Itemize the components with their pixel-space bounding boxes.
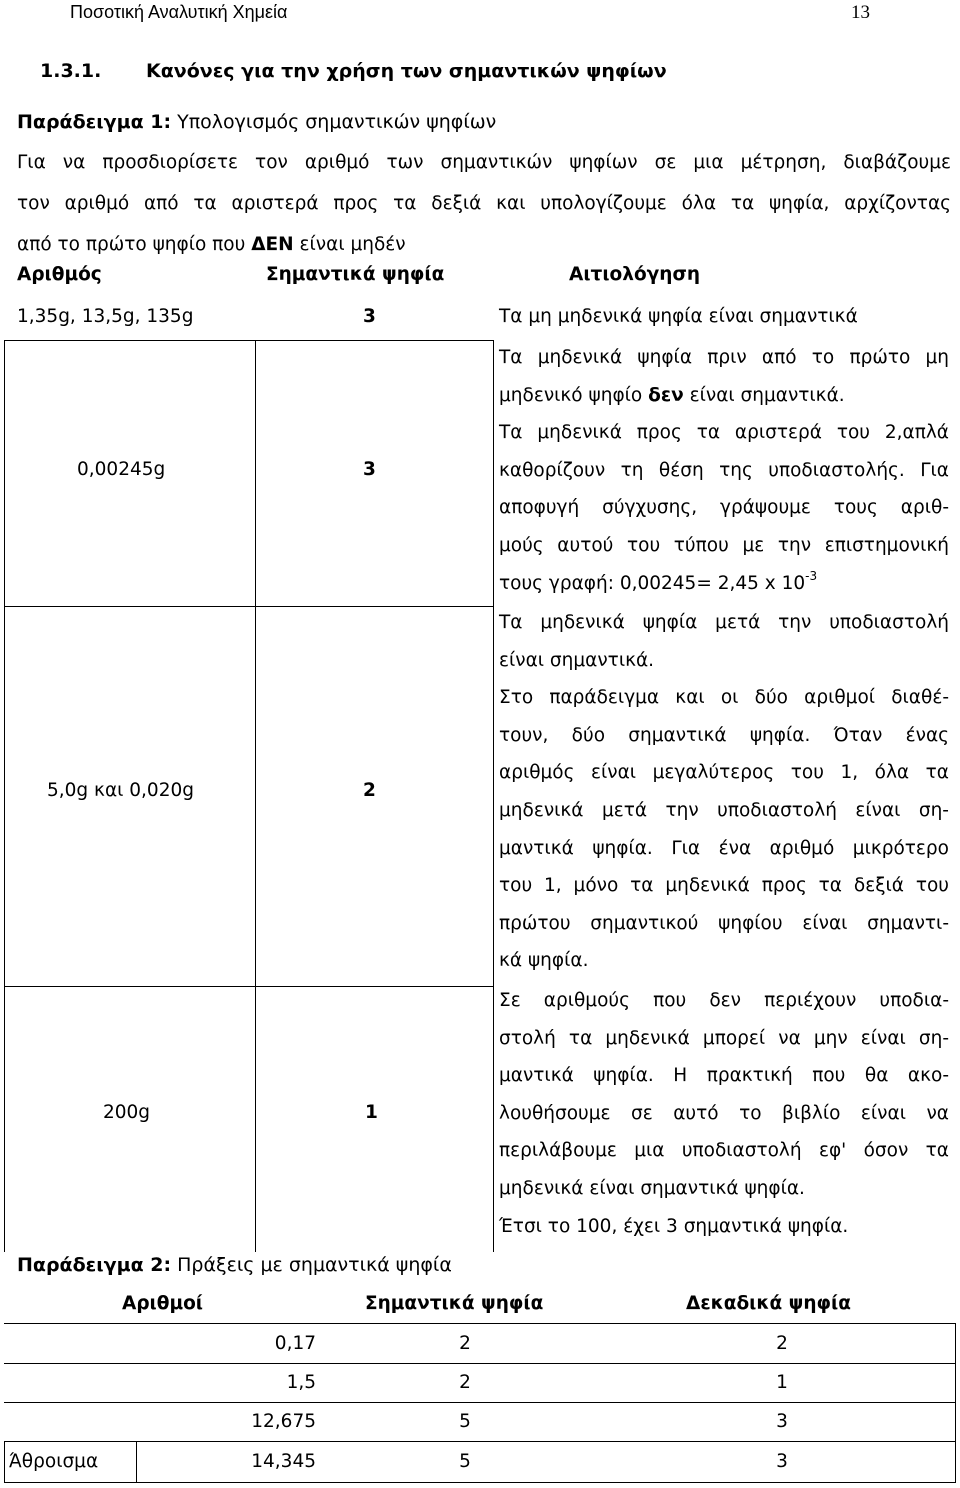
section-number: 1.3.1. <box>40 60 102 82</box>
table2-row1-dec: 2 <box>776 1333 788 1354</box>
explanation-line: Σε αριθμούς που δεν περιέχουν υποδια- <box>499 990 949 1011</box>
explanation-line: τουν, δύο σημαντικά ψηφία. Όταν ένας <box>499 724 949 746</box>
explanation-line: στολή τα μηδενικά μπορεί να μην είναι ση- <box>499 1027 949 1049</box>
table-rule <box>4 1482 956 1483</box>
explanation-line: μαντικά ψηφία. Η πρακτική που θα ακο- <box>499 1065 949 1087</box>
table1-row4-number: 200g <box>103 1102 151 1123</box>
table2-row3-dec: 3 <box>776 1411 788 1432</box>
explanation-line: μηδενικά μετά την υποδιαστολή είναι ση- <box>499 799 949 821</box>
table2-row1-sig: 2 <box>459 1333 471 1354</box>
intro-line: τον αριθμό από τα αριστερά προς τα δεξιά και υπολογίζουμε όλα τα ψηφία, αρχίζοντας <box>17 193 951 214</box>
table1-row1-digits: 3 <box>363 306 376 327</box>
explanation-emphasis: δεν <box>648 384 684 406</box>
page-number: 13 <box>851 2 870 23</box>
explanation-line: κά ψηφία. <box>499 950 589 972</box>
table1-row2-number: 0,00245g <box>77 459 166 480</box>
explanation-line: λουθήσουμε σε αυτό το βιβλίο είναι να <box>499 1102 949 1124</box>
section-heading <box>40 60 667 82</box>
intro-line: Για να προσδιορίσετε τον αριθμό των σημαντικών ψηφίων σε μια μέτρηση, διαβάζουμε <box>17 152 951 173</box>
table2-header-decimal: Δεκαδικά ψηφία <box>686 1293 851 1314</box>
table2-row2-dec: 1 <box>776 1372 788 1393</box>
table-rule <box>136 1441 137 1482</box>
table1-header-digits: Σημαντικά ψηφία <box>266 264 445 285</box>
explanation-text: τους γραφή: 0,00245= 2,45 x 10 <box>499 572 806 594</box>
example1-label: Παράδειγμα 1: <box>17 111 172 133</box>
table-rule <box>493 340 494 1252</box>
intro-emphasis: ΔΕΝ <box>251 234 294 255</box>
running-header-title: Ποσοτική Αναλυτική Χημεία <box>70 2 288 22</box>
table2-row1-number: 0,17 <box>274 1333 316 1354</box>
exponent: -3 <box>805 568 818 583</box>
explanation-line: Έτσι το 100, έχει 3 σημαντικά ψηφία. <box>499 1215 849 1237</box>
example1-title <box>17 111 496 133</box>
explanation-line: είναι σημαντικά. <box>499 649 655 671</box>
table-rule <box>4 606 494 607</box>
table1-row4-explanation <box>499 982 949 1245</box>
table-rule <box>955 1323 956 1482</box>
table2-sum-number: 14,345 <box>251 1451 316 1472</box>
table-rule <box>4 1323 956 1324</box>
table-rule <box>4 986 494 987</box>
table-rule <box>255 340 256 1252</box>
explanation-line: Τα μηδενικά ψηφία μετά την υποδιαστολή <box>499 612 949 633</box>
explanation-line: Στο παράδειγμα και οι δύο αριθμοί διαθέ- <box>499 687 949 709</box>
table1-row1-number: 1,35g, 13,5g, 135g <box>17 306 194 327</box>
example1-subtitle: Υπολογισμός σημαντικών ψηφίων <box>177 111 497 133</box>
intro-text: από το πρώτο ψηφίο που <box>17 234 252 255</box>
section-title: Κανόνες για την χρήση των σημαντικών ψηφίων <box>146 60 667 82</box>
table-rule <box>4 1441 956 1442</box>
table-rule <box>4 340 494 341</box>
intro-text: είναι μηδέν <box>293 234 406 255</box>
table2-sum-sig: 5 <box>459 1451 471 1472</box>
table1-row1-explanation: Τα μη μηδενικά ψηφία είναι σημαντικά <box>499 306 858 327</box>
table1-row4-digits: 1 <box>365 1102 378 1123</box>
table-rule <box>4 1402 956 1403</box>
explanation-line <box>499 565 949 603</box>
table2-row3-number: 12,675 <box>251 1411 316 1432</box>
explanation-line <box>499 377 949 415</box>
table2-row2-sig: 2 <box>459 1372 471 1393</box>
table2-header-numbers: Αριθμοί <box>122 1293 204 1314</box>
explanation-line: μούς αυτού του τύπου με την επιστημονική <box>499 534 949 556</box>
table2-header-significant: Σημαντικά ψηφία <box>365 1293 544 1314</box>
explanation-line: περιλάβουμε μια υποδιαστολή εφ' όσον τα <box>499 1140 949 1162</box>
table1-row2-digits: 3 <box>363 459 376 480</box>
table2-sum-dec: 3 <box>776 1451 788 1472</box>
explanation-line: του 1, μόνο τα μηδενικά προς τα δεξιά του <box>499 875 949 897</box>
explanation-line: μηδενικά είναι σημαντικά ψηφία. <box>499 1177 805 1199</box>
explanation-line: Τα μηδενικά προς τα αριστερά του 2,απλά <box>499 422 949 444</box>
table-rule <box>4 340 5 1252</box>
table-rule <box>4 1363 956 1364</box>
table1-row3-number: 5,0g και 0,020g <box>47 780 194 801</box>
example2-label: Παράδειγμα 2: <box>17 1254 172 1276</box>
table1-row3-explanation <box>499 604 949 980</box>
table1-row3-digits: 2 <box>363 780 376 801</box>
explanation-line: μαντικά ψηφία. Για ένα αριθμό μικρότερο <box>499 837 949 859</box>
table2-sum-label: Άθροισμα <box>9 1451 99 1472</box>
table2-row2-number: 1,5 <box>286 1372 316 1393</box>
example2-subtitle: Πράξεις με σημαντικά ψηφία <box>177 1254 452 1276</box>
explanation-text: μηδενικό ψηφίο <box>499 384 649 406</box>
explanation-line: πρώτου σημαντικού ψηφίου είναι σημαντι- <box>499 912 949 934</box>
table-rule <box>4 1441 5 1482</box>
explanation-text: είναι σημαντικά. <box>683 384 845 406</box>
explanation-line: αποφυγή σύγχυσης, γράψουμε τους αριθ- <box>499 497 949 519</box>
example2-title <box>17 1254 452 1276</box>
table1-header-reason: Αιτιολόγηση <box>569 264 701 285</box>
table2-row3-sig: 5 <box>459 1411 471 1432</box>
table1-header-number: Αριθμός <box>17 264 102 285</box>
example1-intro <box>17 142 951 265</box>
table1-row2-explanation <box>499 339 949 602</box>
explanation-line: αριθμός είναι μεγαλύτερος του 1, όλα τα <box>499 762 949 784</box>
explanation-line: Τα μηδενικά ψηφία πριν από το πρώτο μη <box>499 347 949 368</box>
intro-line <box>17 224 951 265</box>
explanation-line: καθορίζουν τη θέση της υποδιαστολής. Για <box>499 459 949 481</box>
